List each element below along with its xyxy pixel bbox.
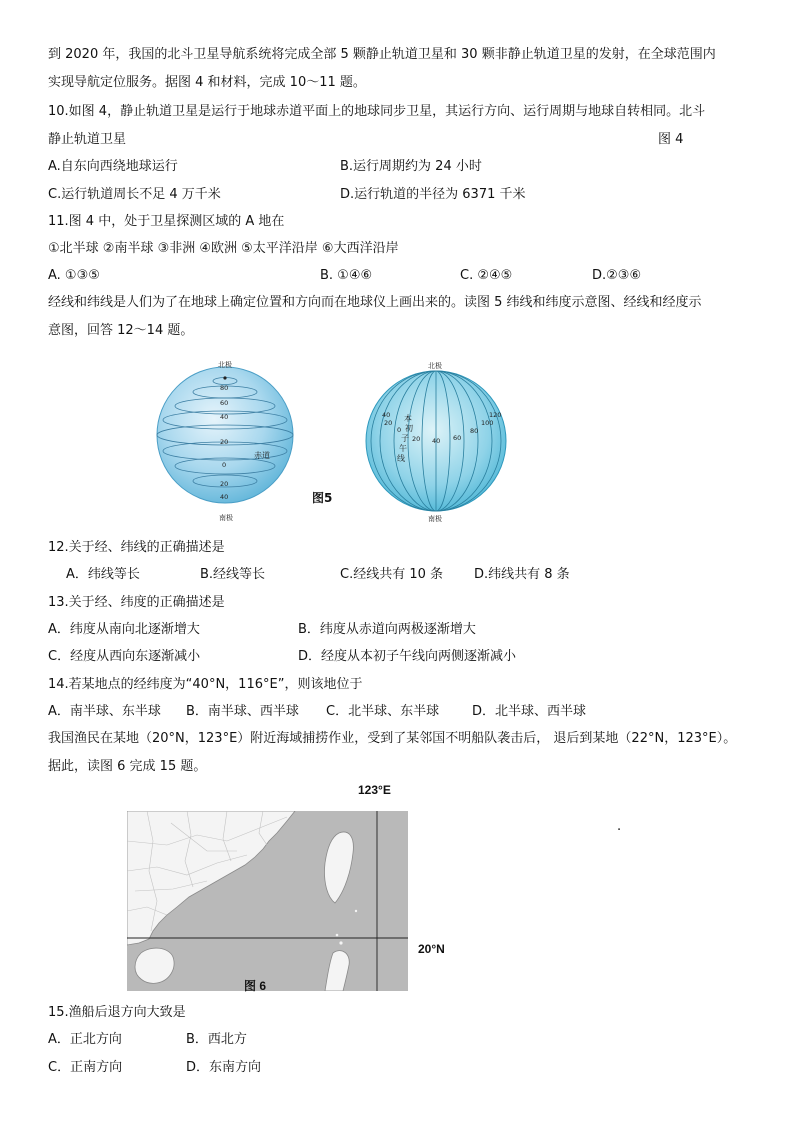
q11-items: ①北半球 ②南半球 ③非洲 ④欧洲 ⑤太平洋沿岸 ⑥大西洋沿岸 bbox=[48, 241, 399, 256]
q14-option-a: A．南半球、东半球 bbox=[48, 704, 161, 719]
q15-option-b: B．西北方 bbox=[186, 1032, 247, 1047]
q11-option-c: C. ②④⑤ bbox=[460, 268, 513, 283]
q15-option-a: A．正北方向 bbox=[48, 1032, 122, 1047]
q15-option-c: C．正南方向 bbox=[48, 1060, 123, 1075]
q12-option-c: C.经线共有 10 条 bbox=[340, 567, 444, 582]
prime-meridian-label: 线 bbox=[397, 454, 405, 463]
intro2-line-1: 经线和纬线是人们为了在地球上确定位置和方向而在地球仪上画出来的。读图 5 纬线和纬度示意图、经线和经度示 bbox=[48, 295, 702, 310]
south-pole-label-right: 南极 bbox=[428, 515, 442, 523]
q10-option-b: B.运行周期约为 24 小时 bbox=[340, 159, 482, 174]
q14-option-c: C．北半球、东半球 bbox=[326, 704, 440, 719]
q11-option-a: A. ①③⑤ bbox=[48, 268, 100, 283]
q13-option-a: A．纬度从南向北逐渐增大 bbox=[48, 622, 200, 637]
q13-stem: 13.关于经、纬度的正确描述是 bbox=[48, 595, 225, 610]
figure-5-caption: 图5 bbox=[312, 491, 333, 505]
q10-stem-1: 10.如图 4，静止轨道卫星是运行于地球赤道平面上的地球同步卫星，其运行方向、运行周期与地球自转相同。北斗 bbox=[48, 104, 706, 119]
lat-label: 40 bbox=[220, 493, 229, 501]
q14-option-d: D．北半球、西半球 bbox=[472, 704, 587, 719]
q14-stem: 14.若某地点的经纬度为“40°N，116°E”，则该地位于 bbox=[48, 677, 363, 692]
q13-option-d: D．经度从本初子午线向两侧逐渐减小 bbox=[298, 649, 517, 664]
q12-stem: 12.关于经、纬线的正确描述是 bbox=[48, 540, 225, 555]
figure-6-caption: 图 6 bbox=[244, 979, 267, 993]
q10-option-c: C.运行轨道周长不足 4 万千米 bbox=[48, 187, 221, 202]
lat-label: 0 bbox=[222, 461, 227, 469]
q15-option-d: D．东南方向 bbox=[186, 1060, 262, 1075]
fig6-longitude-label: 123°E bbox=[358, 783, 391, 797]
lon-label: 80 bbox=[470, 427, 479, 435]
q12-option-d: D.纬线共有 8 条 bbox=[474, 567, 570, 582]
intro2-line-2: 意图，回答 12～14 题。 bbox=[48, 323, 194, 338]
south-pole-label-left: 南极 bbox=[219, 514, 233, 522]
q10-option-a: A.自东向西绕地球运行 bbox=[48, 159, 178, 174]
lon-label: 40 bbox=[382, 411, 391, 419]
q10-stem-2: 静止轨道卫星 bbox=[48, 132, 127, 147]
lon-label: 20 bbox=[384, 419, 393, 427]
lat-label: 60 bbox=[220, 399, 229, 407]
q15-stem: 15.渔船后退方向大致是 bbox=[48, 1005, 186, 1020]
lon-label: 40 bbox=[432, 437, 441, 445]
figure-6-map bbox=[127, 811, 408, 991]
lat-label: 20 bbox=[220, 438, 229, 446]
lon-label: 100 bbox=[481, 419, 494, 427]
prime-meridian-label: 午 bbox=[399, 444, 407, 453]
intro-line-2: 实现导航定位服务。据图 4 和材料，完成 10～11 题。 bbox=[48, 75, 366, 90]
north-pole-label-right: 北极 bbox=[428, 362, 442, 370]
q12-option-a: A．纬线等长 bbox=[66, 567, 140, 582]
figure-5 bbox=[0, 355, 794, 525]
lat-label: 80 bbox=[220, 384, 229, 392]
q13-option-c: C．经度从西向东逐渐减小 bbox=[48, 649, 201, 664]
q11-option-d: D.②③⑥ bbox=[592, 268, 642, 283]
lon-label: 0 bbox=[397, 426, 402, 434]
q13-option-b: B．纬度从赤道向两极逐渐增大 bbox=[298, 622, 476, 637]
q11-stem: 11.图 4 中，处于卫星探测区域的 A 地在 bbox=[48, 214, 285, 229]
lon-label: 120 bbox=[489, 411, 502, 419]
q11-option-b: B. ①④⑥ bbox=[320, 268, 373, 283]
lat-label: 20 bbox=[220, 480, 229, 488]
q14-option-b: B．南半球、西半球 bbox=[186, 704, 299, 719]
stray-dot: . bbox=[617, 819, 622, 834]
prime-meridian-label: 本 bbox=[404, 414, 412, 423]
intro3-line-1: 我国渔民在某地（20°N，123°E）附近海域捕捞作业，受到了某邻国不明船队袭击后， 退后到某地（22°N，123°E）。 bbox=[48, 731, 737, 746]
intro-line-1: 到 2020 年，我国的北斗卫星导航系统将完成全部 5 颗静止轨道卫星和 30 颗非静止轨道卫星的发射，在全球范围内 bbox=[48, 47, 716, 62]
fig6-latitude-label: 20°N bbox=[418, 942, 445, 956]
prime-meridian-label: 子 bbox=[401, 434, 409, 443]
lon-label: 20 bbox=[412, 435, 421, 443]
prime-meridian-label: 初 bbox=[405, 424, 413, 433]
lon-label: 60 bbox=[453, 434, 462, 442]
lat-label: 40 bbox=[220, 413, 229, 421]
north-pole-label-left: 北极 bbox=[218, 361, 232, 369]
intro3-line-2: 据此，读图 6 完成 15 题。 bbox=[48, 759, 207, 774]
q12-option-b: B.经线等长 bbox=[200, 567, 266, 582]
fig4-label: 图 4 bbox=[658, 132, 684, 147]
q10-option-d: D.运行轨道的半径为 6371 千米 bbox=[340, 187, 526, 202]
equator-label: 赤道 bbox=[254, 451, 270, 460]
